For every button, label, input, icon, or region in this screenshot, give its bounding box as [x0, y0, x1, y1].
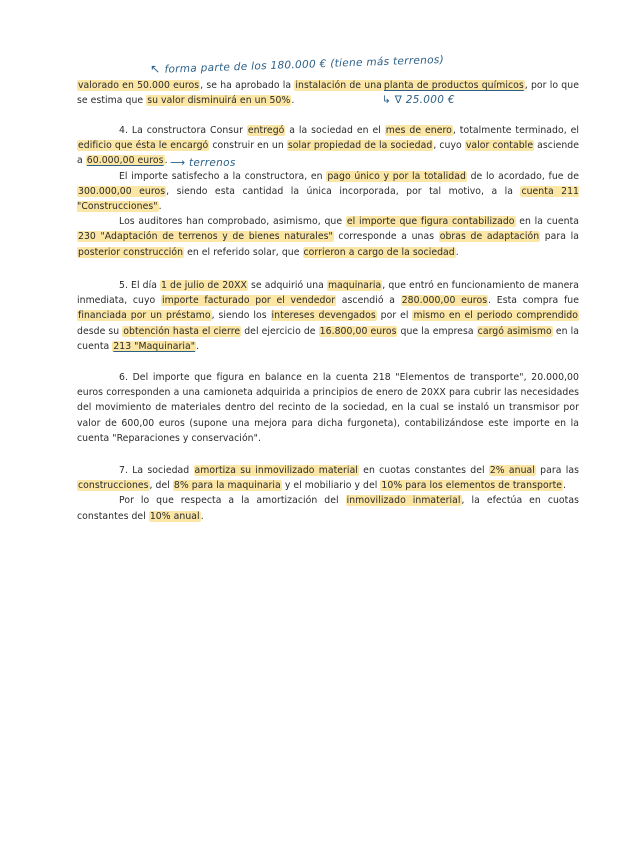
highlight: 230 "Adaptación de terrenos y de bienes naturales"	[78, 231, 333, 243]
text-run: , por lo que se estima que	[77, 80, 579, 107]
text-run: , que entró en funcionamiento de manera inmediata, cuyo	[77, 280, 579, 307]
text-run: , siendo los	[211, 310, 271, 322]
note-mid-text: ∇ 25.000 €	[394, 94, 455, 106]
highlight: valorado en 50.000 euros	[78, 80, 200, 91]
highlight: corrieron a cargo de la sociedad	[303, 246, 455, 258]
highlight: mismo en el periodo comprendido	[413, 310, 578, 322]
text-run: .	[455, 246, 459, 258]
text-run: El importe satisfecho a la constructora, en	[119, 170, 327, 182]
paragraph-7	[77, 463, 579, 493]
text-run: corresponde a unas	[333, 231, 439, 243]
text-run: , se ha aprobado la	[200, 80, 295, 91]
paragraph-7b	[77, 493, 579, 523]
text-run: en cuotas constantes del	[358, 465, 489, 476]
highlight: cargó asimismo	[477, 325, 552, 337]
highlight: instalación de una	[295, 80, 382, 91]
highlight: obras de adaptación	[439, 231, 540, 243]
text-run: del ejercicio de	[241, 325, 319, 337]
highlight-underlined: 60.000,00 euros	[86, 155, 164, 167]
highlight: posterior construcción	[78, 246, 184, 258]
arrow-right-icon: ⟶	[170, 157, 189, 169]
highlight: solar propiedad de la sociedad	[287, 140, 433, 152]
highlight: amortiza su inmovilizado material	[194, 465, 358, 476]
text-run: .	[164, 155, 168, 167]
paragraph-4b	[77, 169, 579, 215]
text-run: , siendo esta cantidad la única incorporada, por tal motivo, a la	[166, 185, 521, 197]
text-run: , la efectúa en cuotas constantes del	[77, 495, 579, 522]
item-6-section	[77, 370, 579, 446]
text-run: asciende a	[77, 140, 580, 167]
highlight-underlined: 213 "Maquinaria"	[113, 340, 196, 352]
text-run: en la cuenta	[515, 216, 580, 228]
highlight: el importe que figura contabilizado	[346, 216, 515, 228]
item-7-section	[77, 463, 579, 524]
text-run: Por lo que respecta a la amortización del	[119, 495, 346, 507]
highlight: valor contable	[465, 140, 534, 152]
highlight: edificio que ésta le encargó	[78, 140, 209, 152]
text-run: y el mobiliario y del	[281, 480, 381, 492]
text-run: ascendió a	[336, 295, 401, 307]
text-run: .	[196, 340, 200, 352]
text-run: .	[200, 510, 204, 522]
note-terrenos-text: terrenos	[189, 157, 236, 169]
text-run: 5. El día	[119, 280, 161, 291]
text-run: en la cuenta	[77, 325, 579, 352]
text-run: a la sociedad en el	[285, 125, 385, 136]
highlight: 10% para los elementos de transporte	[381, 480, 563, 492]
text-run: . Esta compra fue	[488, 295, 579, 307]
highlight: su valor disminuirá en un 50%	[147, 95, 291, 107]
paragraph-5	[77, 278, 579, 354]
highlight: mes de enero	[385, 125, 452, 136]
highlight: inmovilizado inmaterial	[346, 495, 461, 507]
arrow-up-icon: ↖	[149, 61, 161, 77]
highlight: 1 de julio de 20XX	[161, 280, 247, 291]
highlight: 2% anual	[489, 465, 535, 476]
highlight: maquinaria	[327, 280, 382, 291]
highlight: pago único y por la totalidad	[327, 170, 466, 182]
text-run: construir en un	[209, 140, 287, 152]
highlight: importe facturado por el vendedor	[161, 295, 336, 307]
highlight: 280.000,00 euros	[401, 295, 488, 307]
paragraph-4c	[77, 214, 579, 260]
arrow-elbow-icon: ↳	[382, 94, 395, 106]
text-run: de lo acordado, fue de	[466, 170, 579, 182]
text-run: 4. La constructora Consur	[119, 125, 247, 136]
highlight: 300.000,00 euros	[78, 185, 166, 197]
highlight: 16.800,00 euros	[319, 325, 397, 337]
highlight-underlined: planta de productos químicos	[383, 80, 524, 91]
paragraph-4	[77, 123, 579, 169]
text-run: , del	[149, 480, 173, 492]
text-run: para las	[535, 465, 579, 476]
highlight: intereses devengados	[271, 310, 376, 322]
highlight: 10% anual	[149, 510, 200, 522]
item-4-section	[77, 123, 579, 260]
paragraph-1	[77, 78, 579, 108]
text-run: , cuyo	[433, 140, 465, 152]
handwritten-note-top	[150, 52, 444, 76]
text-run: Los auditores han comprobado, asimismo, que	[119, 216, 346, 228]
highlight: obtención hasta el cierre	[123, 325, 241, 337]
paragraph-6: 6. Del importe que figura en balance en la cuenta 218 "Elementos de transporte", 20.000,00 euros corresponden a una camioneta adquirida a principios de enero de 20XX para cubrir las necesidades del movimiento de materiales dentro del recinto de la sociedad, en la cual se instaló un transmisor por valor de 600,00 euros (supone una mejora para dicha furgoneta), contabilizándose este importe en la cuenta "Reparaciones y conservación".	[77, 372, 579, 444]
highlight: entregó	[247, 125, 285, 136]
text-run: se adquirió una	[247, 280, 327, 291]
text-run: 7. La sociedad	[119, 465, 194, 476]
text-run: .	[158, 201, 162, 213]
highlight: 8% para la maquinaria	[173, 480, 281, 492]
note-top-text: forma parte de los 180.000 € (tiene más terrenos)	[164, 53, 445, 76]
text-run: .	[291, 95, 295, 107]
text-run: .	[563, 480, 567, 492]
text-run: desde su	[77, 325, 123, 337]
text-run: que la empresa	[397, 325, 477, 337]
item-5-section	[77, 278, 579, 354]
highlight: construcciones	[78, 480, 149, 492]
text-run: en el referido solar, que	[184, 246, 303, 258]
highlight: financiada por un préstamo	[78, 310, 211, 322]
text-run: , totalmente terminado, el	[452, 125, 579, 136]
text-run: por el	[376, 310, 413, 322]
text-run: para la	[540, 231, 580, 243]
highlight: cuenta 211 "Construcciones"	[77, 185, 580, 213]
